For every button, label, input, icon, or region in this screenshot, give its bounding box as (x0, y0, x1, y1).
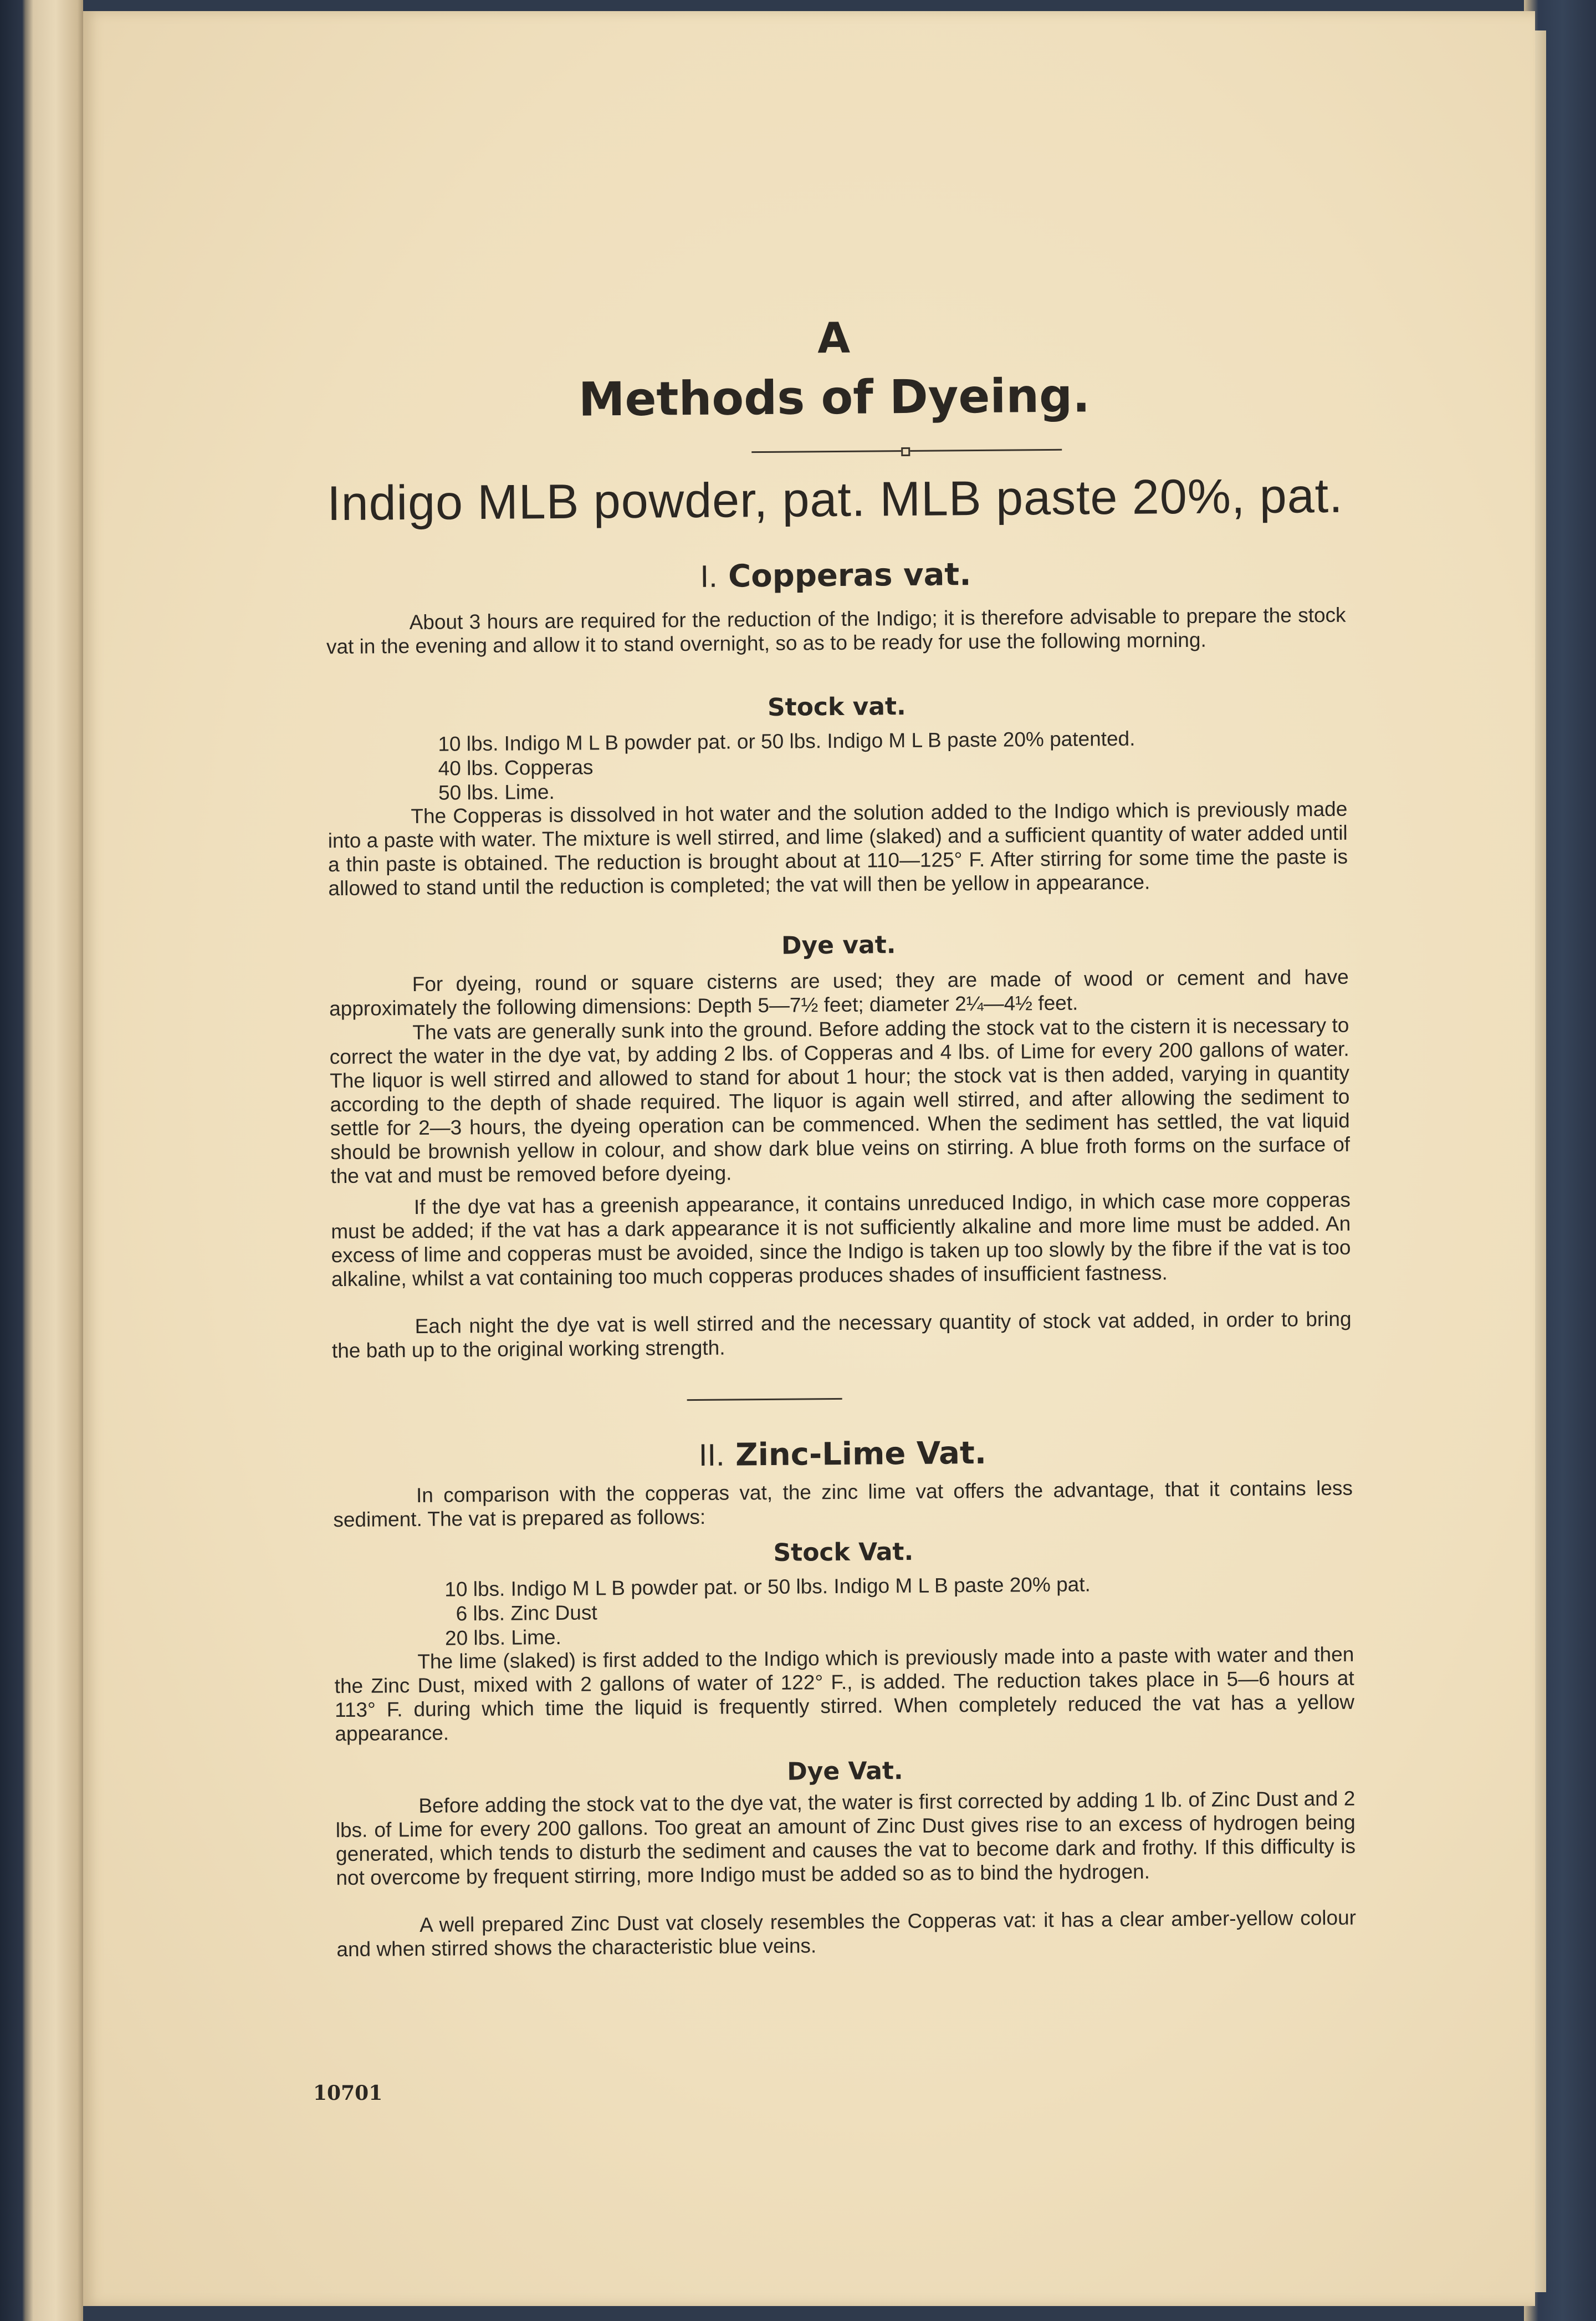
zinc-dye-paragraph-1: Before adding the stock vat to the dye vat, the water is first corrected by adding 1 lb. of Zinc Dust and 2 lbs. of Lime for every 200 gallons. Too great an amount of Zinc Dust gives rise to an excess of hydrogen being generated, which tends to disturb the sediment and causes the vat to become dark and frothy. If this difficulty is not overcome by frequent stirring, more Indigo must be added so as to bind the hydrogen. (335, 1787, 1356, 1890)
section-title: Zinc-Lime Vat. (735, 1435, 987, 1473)
zinc-stock-paragraph: The lime (slaked) is first added to the Indigo which is previously made into a paste with water and then the Zinc Dust, mixed with 2 gallons of water of 122° F., is added. The reduction takes place in 5—6 hours at 113° F. during which time the liquid is frequently stirred. When completely reduced the vat has a yellow appearance. (334, 1642, 1355, 1746)
section-divider (687, 1398, 842, 1401)
copperas-dye-heading: Dye vat. (781, 931, 896, 960)
copperas-dye-paragraph-3: If the dye vat has a greenish appearance, it contains unreduced Indigo, in which case more copperas must be added; if the vat has a dark appearance it is not sufficiently alkaline and more lime must be added. An excess of lime and copperas must be avoided, since the Indigo is taken up too slowly by the fibre if the vat is too alkaline, whilst a vat containing too much copperas produces shades of insufficient fastness. (331, 1188, 1351, 1291)
title-ornament-rule (751, 449, 1062, 453)
recipe-line: 6 lbs. Zinc Dust (456, 1601, 597, 1625)
recipe-line: 50 lbs. Lime. (438, 780, 555, 804)
page-title: Methods of Dyeing. (578, 368, 1091, 427)
copperas-dye-paragraph-4: Each night the dye vat is well stirred and the necessary quantity of stock vat added, in order to bring the bath up to the original working strength. (331, 1307, 1352, 1363)
copperas-dye-paragraph-2: The vats are generally sunk into the ground. Before adding the stock vat to the cistern it is necessary to correct the water in the dye vat, by adding 2 lbs. of Copperas and 4 lbs. of Lime for every 200 gallons of water. The liquor is well stirred and allowed to stand for about 1 hour; the stock vat is then added, varying in quantity according to the depth of shade required. The liquor is again well stirred, and after allowing the sediment to settle for 2—3 hours, the dyeing operation can be commenced. When the sediment has settled, the vat liquid should be brownish yellow in colour, and show dark blue veins on stirring. A blue froth forms on the surface of the vat and must be removed before dyeing. (329, 1013, 1351, 1188)
section-title: Copperas vat. (728, 557, 971, 595)
copperas-stock-recipe (438, 727, 1135, 805)
page-number: 10701 (313, 2082, 383, 2105)
copperas-dye-paragraph-1: For dyeing, round or square cisterns are used; they are made of wood or cement and have approximately the following dimensions: Depth 5—7½ feet; diameter 2¼—4½ feet. (329, 965, 1349, 1021)
copperas-stock-paragraph: The Copperas is dissolved in hot water and the solution added to the Indigo which is previously made into a paste with water. The mixture is well stirred, and lime (slaked) and a sufficient quantity of water added until a thin paste is obtained. The reduction is brought about at 110—125° F. After stirring for some time the paste is allowed to stand until the reduction is completed; the vat will then be yellow in appearance. (328, 797, 1348, 900)
page-content (321, 7, 1357, 1961)
recipe-line: 10 lbs. Indigo M L B powder pat. or 50 lbs. Indigo M L B paste 20% pat. (444, 1573, 1091, 1601)
page-subtitle: Indigo MLB powder, pat. MLB paste 20%, pat. (326, 467, 1343, 531)
section-number: I. (700, 558, 718, 594)
zinc-dye-paragraph-2: A well prepared Zinc Dust vat closely resembles the Copperas vat: it has a clear amber-yellow colour and when stirred shows the characteristic blue veins. (336, 1906, 1357, 1961)
zinc-dye-heading: Dye Vat. (787, 1757, 903, 1786)
recipe-line: 40 lbs. Copperas (438, 756, 594, 780)
zinc-stock-heading: Stock Vat. (773, 1537, 914, 1567)
copperas-stock-heading: Stock vat. (767, 692, 906, 722)
section-heading-copperas (326, 553, 1346, 598)
zinc-stock-recipe (444, 1572, 1091, 1650)
rule-ornament (901, 447, 910, 456)
copperas-intro-paragraph: About 3 hours are required for the reduction of the Indigo; it is therefore advisable to prepare the stock vat in the evening and allow it to stand overnight, so as to be ready for use the following morning. (326, 603, 1346, 659)
chapter-letter: A (817, 313, 851, 363)
book-cover-left (0, 0, 83, 2321)
recipe-line: 10 lbs. Indigo M L B powder pat. or 50 lbs. Indigo M L B paste 20% patented. (438, 727, 1135, 756)
section-number: II. (698, 1437, 725, 1472)
recipe-line: 20 lbs. Lime. (444, 1625, 561, 1650)
document-page (83, 11, 1535, 2306)
section-heading-zinc-lime (332, 1432, 1352, 1476)
zinc-intro-paragraph: In comparison with the copperas vat, the zinc lime vat offers the advantage, that it contains less sediment. The vat is prepared as follows: (333, 1476, 1353, 1532)
